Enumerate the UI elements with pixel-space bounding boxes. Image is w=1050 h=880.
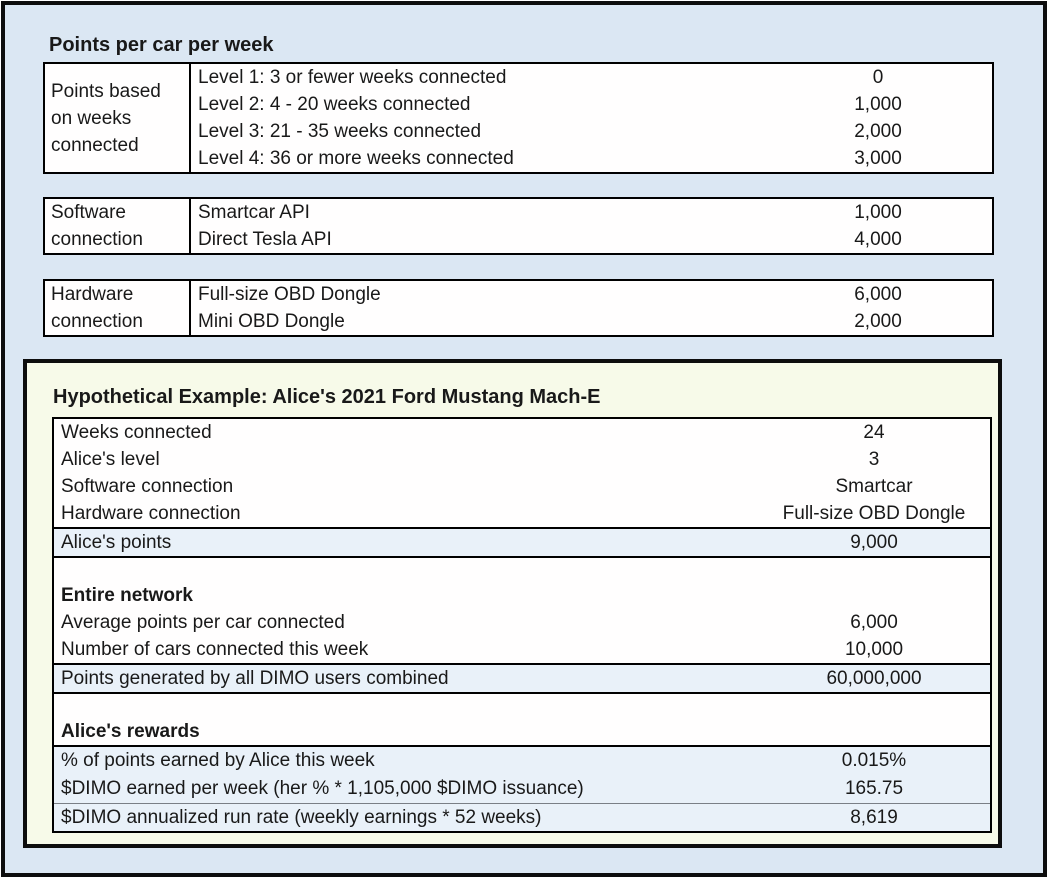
table-row [191, 118, 992, 145]
row-value: 24 [863, 422, 885, 443]
row-points: 6,000 [854, 284, 902, 305]
row-points: 2,000 [854, 311, 902, 332]
alices-points-row [54, 527, 990, 558]
row-description: Weeks connected [61, 422, 212, 443]
row-value: 10,000 [844, 639, 904, 660]
row-description: Hardware connection [61, 503, 241, 524]
weeks-points-table [43, 62, 994, 174]
blank-row [54, 558, 990, 582]
row-value: 3 [868, 449, 880, 470]
table-row [54, 446, 990, 473]
row-description: Smartcar API [198, 202, 310, 223]
row-description: % of points earned by Alice this week [61, 750, 375, 771]
row-description: $DIMO annualized run rate (weekly earnings * 52 weeks) [61, 807, 542, 828]
row-value: 8,619 [850, 807, 898, 828]
row-value: Smartcar [835, 476, 913, 497]
alices-rewards-heading [54, 718, 990, 745]
table-label: Software connection [45, 199, 191, 253]
points-per-car-title: Points per car per week [49, 34, 274, 56]
network-total-row [54, 663, 990, 694]
table-row [54, 747, 990, 775]
hypothetical-example-box [23, 359, 1002, 848]
table-label: Points based on weeks connected [45, 64, 191, 172]
table-row [191, 281, 992, 308]
row-value: 9,000 [850, 532, 898, 553]
table-row [191, 145, 992, 172]
row-points: 1,000 [854, 202, 902, 223]
table-row [54, 803, 990, 831]
row-description: Points generated by all DIMO users combined [61, 668, 449, 689]
table-rows [191, 64, 992, 172]
table-rows [191, 281, 992, 335]
row-points: 1,000 [854, 94, 902, 115]
table-label: Hardware connection [45, 281, 191, 335]
row-value: 165.75 [844, 778, 904, 799]
row-points: 3,000 [854, 148, 902, 169]
table-row [54, 775, 990, 803]
row-description: Direct Tesla API [198, 229, 332, 250]
entire-network-heading [54, 582, 990, 609]
row-description: Level 1: 3 or fewer weeks connected [198, 67, 507, 88]
table-row [54, 609, 990, 636]
row-value: 6,000 [850, 612, 898, 633]
row-points: 2,000 [854, 121, 902, 142]
table-row [54, 636, 990, 663]
table-row [54, 500, 990, 527]
document-canvas [1, 1, 1047, 877]
row-description: Mini OBD Dongle [198, 311, 345, 332]
hardware-connection-table [43, 279, 994, 337]
table-row [191, 64, 992, 91]
row-description: Full-size OBD Dongle [198, 284, 381, 305]
example-table [52, 417, 992, 833]
row-description: $DIMO earned per week (her % * 1,105,000 $DIMO issuance) [61, 778, 584, 799]
row-description: Alice's points [61, 532, 172, 553]
blank-row [54, 694, 990, 718]
row-description: Level 2: 4 - 20 weeks connected [198, 94, 471, 115]
software-connection-table [43, 197, 994, 255]
row-value: 0.015% [841, 750, 907, 771]
row-points: 0 [872, 67, 884, 88]
section-heading: Alice's rewards [61, 721, 200, 742]
table-row [191, 308, 992, 335]
table-row [191, 226, 992, 253]
row-description: Number of cars connected this week [61, 639, 369, 660]
row-points: 4,000 [854, 229, 902, 250]
row-value: 60,000,000 [826, 668, 922, 689]
table-row [191, 91, 992, 118]
rewards-block [54, 745, 990, 831]
row-description: Level 4: 36 or more weeks connected [198, 148, 514, 169]
table-row [54, 473, 990, 500]
row-value: Full-size OBD Dongle [782, 503, 966, 524]
table-row [54, 419, 990, 446]
row-description: Software connection [61, 476, 234, 497]
row-description: Level 3: 21 - 35 weeks connected [198, 121, 482, 142]
row-description: Alice's level [61, 449, 160, 470]
table-row [191, 199, 992, 226]
table-rows [191, 199, 992, 253]
row-description: Average points per car connected [61, 612, 345, 633]
section-heading: Entire network [61, 585, 193, 606]
hypothetical-example-title: Hypothetical Example: Alice's 2021 Ford Mustang Mach-E [53, 386, 601, 408]
